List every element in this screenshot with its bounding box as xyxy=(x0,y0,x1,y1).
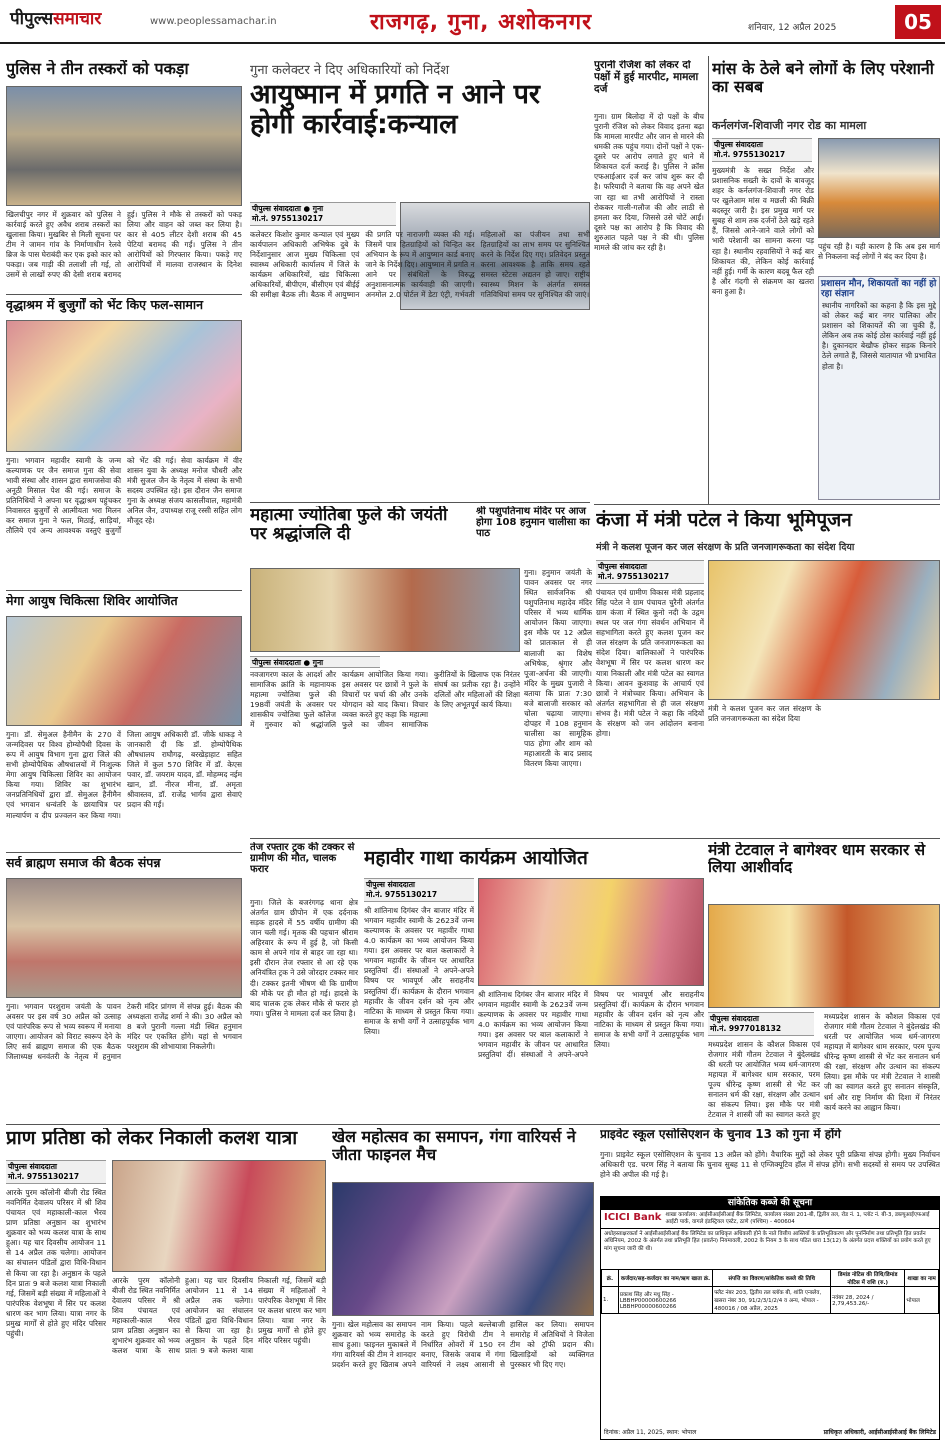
newspaper-logo: पीपुल्ससमाचार xyxy=(10,9,102,29)
notice-office: शाखा कार्यालय: आईसीआईसीआई बैंक लिमिटेड, कार्यालय संख्या 201-बी, द्वितीय तल, रोड नं. 1, प्लॉट नं. बी-3, डब्ल्यूआईएफआई आईटी पार्क, वागले इंडस्ट्रियल एस्टेट, ठाणे (पश्चिम) - 400604 xyxy=(665,1212,930,1226)
article-7-headline: मांस के ठेले बने लोगों के लिए परेशानी का सबब xyxy=(712,60,934,96)
article-8-byline: पीपुल्स संवाददाता ● गुना xyxy=(250,656,380,668)
article-7-sidebar-box xyxy=(818,276,940,500)
article-13-headline: मंत्री टेटवाल ने बागेश्वर धाम सरकार से लिया आशीर्वाद xyxy=(708,842,926,877)
article-12-photo xyxy=(478,878,704,986)
article-1-photo xyxy=(6,86,242,206)
article-2-headline: वृद्धाश्रम में बुजुर्गों को भेंट किए फल-सामान xyxy=(6,298,204,312)
article-6-headline: पुरानी रंजिश को लेकर दो पक्षों में हुई मारपीट, मामला दर्ज xyxy=(594,60,699,95)
article-14-body: आरके पुरम कॉलोनी बीजी रोड स्थित नवनिर्मित देवालय परिसर में श्री शिव पंचायत एवं महाकाली-काल भैरव प्राण प्रतिष्ठा अनुष्ठान का शुभारंभ शुक्रवार को भव्य कलश यात्रा के साथ हुआ। यह चार दिवसीय आयोजन 11 से 14 अप्रैल तक चलेगा। आयोजन का संचालन पंडितों द्वारा विधि-विधान से किया जा रहा है। अनुष्ठान के पहले दिन प्रातः 9 बजे कलश यात्रा निकाली गई, जिसमें बड़ी संख्या में महिलाओं ने पारंपरिक वेशभूषा में सिर पर कलश धारण कर भाग लिया। यात्रा नगर के प्रमुख मार्गों से होते हुए मंदिर परिसर पहुंची। xyxy=(6,1188,106,1338)
col-header: क्रं. xyxy=(602,1270,619,1287)
article-8-body: नवजागरण काल के आदर्श और सामाजिक क्रांति के महानायक महात्मा ज्योतिबा फुले की 198वीं जयंती के अवसर पर शासकीय ज्योतिबा फुले कॉलेज में गुरुवार को श्रद्धांजलि कार्यक्रम आयोजित किया गया। इस अवसर पर छात्रों ने फुले के विचारों पर चर्चा की और उनके योगदान को याद किया। विचार व्यक्त करते हुए कहा कि महात्मा फुले का जीवन सामाजिक कुरीतियों के खिलाफ एक निरंतर संघर्ष का प्रतीक रहा है। उन्होंने दलितों और महिलाओं की शिक्षा के लिए अभूतपूर्व कार्य किया। xyxy=(250,670,520,730)
article-3-body: गुना। डॉ. सेमुअल हैनीमैन के 270 वें जन्मदिवस पर विश्व होम्योपैथी दिवस के रूप में आयुष विभाग गुना द्वारा जिले की सभी होम्योपैथिक औषधालयों में निःशुल्क मेगा आयुष चिकित्सा शिविर का आयोजन किया गया। शिविर का शुभारंभ जनप्रतिनिधियों द्वारा डॉ. सेमुअल हैनीमैन एवं भगवान धन्वंतरि के छायाचित्र पर माल्यार्पण व दीप प्रज्वलन कर किया गया। जिला आयुष अधिकारी डॉ. जीके धाकड़ ने जानकारी दी कि डॉ. होम्योपैथिक औषधालय राघौगढ़, बरखेड़ाहाट सहित जिले में कुल 570 शिविर में डॉ. केएस पवार, डॉ. जयराम यादव, डॉ. मोहम्मद नईम खान, डॉ. नीरज मीना, डॉ. अमृता श्रीवास्तव, डॉ. राजेंद्र भार्गव द्वारा सेवाएं प्रदान की गईं। xyxy=(6,730,242,820)
article-2-body: गुना। भगवान महावीर स्वामी के जन्म कल्याणक पर जैन समाज गुना की सेवा भावी संस्था और शासन द्वारा समाजसेवा की अनूठी मिसाल पेश की गई। समाज के प्रतिनिधियों ने अपना घर वृद्धाश्रम पहुंचकर निवासरत बुजुर्गों से आत्मीयता भरा मिलन कर समाज गुना ने फल, मिठाई, साड़ियां, तौलिये एवं अन्य आवश्यक वस्तुएं बुजुर्गों को भेंट की गई। सेवा कार्यक्रम में वीर शासन युवा के अध्यक्ष मनोज चौधरी और मंत्री सुजल जैन के नेतृत्व में संस्था के सभी सदस्य उपस्थित रहे। इस दौरान जैन समाज गुना के अध्यक्ष संजय कासलीवाल, महामंत्री अनिल जैन, उपाध्यक्ष राजू रस्सी सहित लोग मौजूद रहे। xyxy=(6,456,242,536)
page-number: 05 xyxy=(895,5,941,39)
notice-body: अधोहस्ताक्षरकर्ता ने आईसीआईसीआई बैंक लिमिटेड का प्राधिकृत अधिकारी होने के नाते वित्तीय आस्तियों के प्रतिभूतिकरण और पुनर्निर्माण तथा प्रतिभूति हित प्रवर्तन अधिनियम, 2002 के अंतर्गत तथा प्रतिभूति हित (प्रवर्तन) नियमावली, 2002 के नियम 3 के साथ पठित धारा 13(12) के अंतर्गत प्रदत्त शक्तियों का प्रयोग करते हुए मांग सूचना जारी की थी। xyxy=(604,1231,931,1252)
article-1-headline: पुलिस ने तीन तस्करों को पकड़ा xyxy=(6,60,189,78)
table-cell: नवंबर 28, 2024 / 2,79,453.26/- xyxy=(831,1287,905,1314)
article-7-photo xyxy=(818,138,940,238)
article-5-headline: आयुष्मान में प्रगति न आने पर होगी कार्रवाई:कन्याल xyxy=(250,80,540,141)
article-10-subhead: मंत्री ने कलश पूजन कर जल संरक्षण के प्रति जनजागरूकता का संदेश दिया xyxy=(596,542,855,553)
notice-footer: दिनांक: अप्रैल 11, 2025, स्थान: भोपाल xyxy=(604,1429,697,1436)
article-7-subhead: कर्नलगंज-शिवाजी नगर रोड का मामला xyxy=(712,119,867,132)
legal-notice xyxy=(600,1196,940,1440)
article-16-body: गुना। प्राइवेट स्कूल एसोसिएशन के चुनाव 13 अप्रैल को होंगे। वैचारिक मुद्दों को लेकर पूरी प्रक्रिया संपन्न होगी। मुख्य निर्वाचन अधिकारी एड. चरण सिंह ने बताया कि चुनाव सुबह 11 से एग्जिक्यूटिव हॉल में संपन्न होंगे। सभी सदस्यों से समय पर उपस्थित होने की अपील की गई है। xyxy=(600,1150,940,1180)
article-11-headline: तेज रफ्तार ट्रक की टक्कर से ग्रामीण की मौत, चालक फरार xyxy=(250,842,355,876)
article-12-body-cont: श्री शांतिनाथ दिगंबर जैन बाजार मंदिर में भगवान महावीर स्वामी के 2623वें जन्म कल्याणक के अवसर पर महावीर गाथा 4.0 कार्यक्रम का भव्य आयोजन किया गया। इस अवसर पर बाल कलाकारों ने भगवान महावीर के जीवन पर आधारित प्रस्तुतियां दीं। संस्थाओं ने अपने-अपने विषय पर भावपूर्ण और सराहनीय प्रस्तुतियां दीं। कार्यक्रम के दौरान भगवान महावीर के जीवन दर्शन को नृत्य और नाटिका के माध्यम से प्रस्तुत किया गया। समाज के सभी वर्गों ने उत्साहपूर्वक भाग लिया। xyxy=(478,990,704,1060)
table-cell: प्रकाश सिंह और मधु सिंह - LBBHP00000600266 LBBHP00000600266 xyxy=(618,1287,712,1314)
col-header: शाखा का नाम xyxy=(905,1270,939,1287)
article-6-body: गुना। ग्राम बिलोदा में दो पक्षों के बीच पुरानी रंजिश को लेकर विवाद इतना बढ़ा कि मामला मारपीट और जान से मारने की धमकी तक पहुंच गया। दोनों पक्षों ने एक-दूसरे पर आरोप लगाते हुए थाने में शिकायत दर्ज कराई है। पुलिस ने क्रॉस एफआईआर दर्ज कर जांच शुरू कर दी है। फरियादी ने बताया कि वह अपने खेत जा रहा था तभी आरोपियों ने रास्ता रोककर गाली-गलौज की और लाठी से हमला कर दिया, जिससे उसे चोटें आईं। दूसरे पक्ष का आरोप है कि विवाद की शुरुआत पहले पक्ष ने की थी। पुलिस मामले की जांच कर रही है। xyxy=(594,112,704,252)
article-9-body: गुना। हनुमान जयंती के पावन अवसर पर नगर स्थित सार्वजनिक श्री पशुपतिनाथ महादेव मंदिर परिसर में भव्य धार्मिक आयोजन किया जाएगा। इस मौके पर 12 अप्रैल को प्रातःकाल से ही बालाजी का विशेष अभिषेक, श्रृंगार और पूजा-अर्चना की जाएगी। मंदिर के मुख्य पुजारी ने बताया कि प्रातः 7:30 बजे बालाजी सरकार को चोला चढ़ाया जाएगा। दोपहर में 108 हनुमान चालीसा का सामूहिक पाठ होगा और शाम को महाआरती के बाद प्रसाद वितरण किया जाएगा। xyxy=(524,568,592,769)
notice-signature: प्राधिकृत अधिकारी, आईसीआईसीआई बैंक लिमिटेड xyxy=(823,1429,936,1436)
notice-title: सांकेतिक कब्जे की सूचना xyxy=(601,1197,939,1210)
sidebar-box-heading: प्रशासन मौन, शिकायतों का नहीं हो रहा संज्ञान xyxy=(821,279,937,300)
article-5-byline: पीपुल्स संवाददाता ● गुना मो.नं. 9755130217 xyxy=(250,202,396,226)
article-11-body: गुना। जिले के बजरंगगढ़ थाना क्षेत्र अंतर्गत ग्राम छीपोन में एक दर्दनाक सड़क हादसे में 55 वर्षीय ग्रामीण की जान चली गई। मृतक की पहचान श्रीराम अहिरवार के रूप में हुई है, जो किसी काम से अपने गांव से बाहर जा रहा था। इसी दौरान तेज रफ्तार से आ रहे एक अनियंत्रित ट्रक ने उसे जोरदार टक्कर मार दी। टक्कर इतनी भीषण थी कि ग्रामीण की मौके पर ही मौत हो गई। हादसे के बाद चालक ट्रक लेकर मौके से फरार हो गया। पुलिस ने मामला दर्ज कर लिया है। xyxy=(250,898,358,1018)
col-header: डिमांड नोटिस की तिथि/डिमांड नोटिस में राशि (रु.) xyxy=(831,1270,905,1287)
col-header: कर्जदार/सह-कर्जदार का नाम/ऋण खाता क्रं. xyxy=(618,1270,712,1287)
article-7-photo-caption: पहुंच रही है। यही कारण है कि अब इस मार्ग से निकलना कई लोगों ने बंद कर दिया है। xyxy=(818,242,940,262)
article-13-body: मध्यप्रदेश शासन के कौशल विकास एवं रोजगार मंत्री गौतम टेटवाल ने बुंदेलखंड की धरती पर आयोजित भव्य धर्म-जागरण महायज्ञ में बागेश्वर धाम सरकार, परम पूज्य धीरेन्द्र कृष्ण शास्त्री से भेंट कर सनातन धर्म की रक्षा, संरक्षण और उत्थान का संकल्प लिया। इस मौके पर मंत्री टेटवाल ने शास्त्री जी का स्वागत करते हुए xyxy=(708,1040,820,1120)
website-url: www.peoplessamachar.in xyxy=(150,16,277,27)
article-13-photo xyxy=(708,904,940,1008)
article-16-headline: प्राइवेट स्कूल एसोसिएशन के चुनाव 13 को गुना में होंगे xyxy=(600,1128,841,1141)
article-10-photo xyxy=(708,560,940,700)
article-13-body-cont: मध्यप्रदेश शासन के कौशल विकास एवं रोजगार मंत्री गौतम टेटवाल ने बुंदेलखंड की धरती पर आयोजित भव्य धर्म-जागरण महायज्ञ में बागेश्वर धाम सरकार, परम पूज्य धीरेन्द्र कृष्ण शास्त्री से भेंट कर सनातन धर्म की रक्षा, संरक्षण और उत्थान का संकल्प लिया। इस मौके पर मंत्री टेटवाल ने शास्त्री जी का स्वागत करते हुए सनातन संस्कृति, धर्म और राष्ट्र निर्माण की दिशा में निरंतर कार्य करने का आह्वान किया। xyxy=(824,1012,940,1112)
article-9-headline: श्री पशुपतिनाथ मंदिर पर आज होगा 108 हनुमान चालीसा का पाठ xyxy=(476,506,590,540)
article-12-headline: महावीर गाथा कार्यक्रम आयोजित xyxy=(364,848,588,869)
article-12-body: श्री शांतिनाथ दिगंबर जैन बाजार मंदिर में भगवान महावीर स्वामी के 2623वें जन्म कल्याणक के अवसर पर महावीर गाथा 4.0 कार्यक्रम का भव्य आयोजन किया गया। इस अवसर पर बाल कलाकारों ने भगवान महावीर के जीवन पर आधारित प्रस्तुतियां दीं। संस्थाओं ने अपने-अपने विषय पर भावपूर्ण और सराहनीय प्रस्तुतियां दीं। कार्यक्रम के दौरान भगवान महावीर के जीवन दर्शन को नृत्य और नाटिका के माध्यम से प्रस्तुत किया गया। समाज के सभी वर्गों ने उत्साहपूर्वक भाग लिया। xyxy=(364,906,474,1036)
article-2-photo xyxy=(6,320,242,452)
table-cell: भोपाल xyxy=(905,1287,939,1314)
article-1-body: खिलचीपुर नगर में शुक्रवार को पुलिस ने कार्रवाई करते हुए अवैध शराब तस्करों का खुलासा किया। मुखबिर से मिली सूचना पर टीम ने जामन गांव के निर्माणाधीन रेलवे ब्रिज के पास घेराबंदी कर एक इको कार को पकड़ा। जब गाड़ी की तलाशी ली गई, तो उसमें से लाखों रुपए की देसी शराब बरामद हुई। पुलिस ने मौके से तस्करों को पकड़ लिया और वाहन को जब्त कर लिया है। कार से 405 लीटर देशी शराब की 45 पेटियां बरामद की गईं। पुलिस ने तीन आरोपियों को गिरफ्तार किया। पकड़े गए आरोपियों में मालवा राजस्थान के दिनेश xyxy=(6,210,242,280)
issue-date: शनिवार, 12 अप्रैल 2025 xyxy=(748,23,837,33)
notice-table xyxy=(601,1269,939,1314)
table-cell: 1. xyxy=(602,1287,619,1314)
article-7-body: मुख्यमंत्री के सख्त निर्देश और प्रशासनिक सख्ती के दावों के बावजूद शहर के कर्नलगंज-शिवाजी नगर रोड पर खुलेआम मांस व मछली की बिक्री बदस्तूर जारी है। इस प्रमुख मार्ग पर सुबह से शाम तक दर्जनों ठेले खड़े रहते हैं, जिससे आने-जाने वाले लोगों को भारी परेशानी का सामना करना पड़ रहा है। स्थानीय रहवासियों ने कई बार शिकायत की, लेकिन कोई कार्रवाई नहीं हुई। गर्मी के कारण बदबू फैल रही है और गंदगी से संक्रमण का खतरा बना हुआ है। xyxy=(712,166,814,296)
article-8-headline: महात्मा ज्योतिबा फुले की जयंती पर श्रद्धांजलि दी xyxy=(250,506,448,545)
article-10-body: पंचायत एवं ग्रामीण विकास मंत्री प्रहलाद सिंह पटेल ने ग्राम पंचायत चुरैनी अंतर्गत ग्राम कंजा में स्थित कूनो नदी के उद्गम स्थल पर जल गंगा संवर्धन अभियान में सहभागिता करते हुए कलश पूजन कर जल संरक्षण के प्रति जनजागरूकता का संदेश दिया। बालिकाओं ने पारंपरिक वेशभूषा में सिर पर कलश धारण कर यात्रा निकाली और मंत्री पटेल का स्वागत किया। आवन कुशवाह के आचार्य एवं छात्रों ने मंत्रोच्चार किया। अभियान के अंतर्गत सहभागिता से ही जल संरक्षण संभव है। मंत्री पटेल ने कहा कि नदियों के संरक्षण को जन आंदोलन बनाना होगा। xyxy=(596,588,704,738)
article-15-photo xyxy=(332,1182,594,1316)
article-15-headline: खेल महोत्सव का समापन, गंगा वारियर्स ने जीता फाइनल मैच xyxy=(332,1128,576,1164)
article-7-byline: पीपुल्स संवाददाता मो.नं. 9755130217 xyxy=(712,138,812,162)
article-4-photo xyxy=(6,878,242,998)
table-row xyxy=(602,1287,939,1314)
article-10-body-cont: मंत्री ने कलश पूजन कर जल संरक्षण के प्रति जनजागरूकता का संदेश दिया xyxy=(708,704,821,724)
article-5-body: कलेक्टर किशोर कुमार कन्याल एवं मुख्य कार्यपालन अधिकारी अभिषेक दुबे के निर्देशानुसार आज मुख्य चिकित्सा एवं स्वास्थ्य अधिकारी कार्यालय में जिले के कार्यक्रम अधिकारियों, खंड चिकित्सा अधिकारियों, बीपीएम, बीसीएम एवं बीईई की समीक्षा बैठक ली। बैठक में आयुष्मान की प्रगति पर नाराजगी व्यक्त की गई। जिसमें पात्र हितग्राहियों को चिन्हित कर अभियान के रूप में आयुष्मान कार्ड बनाए जाने के निर्देश दिए। आयुष्मान में प्रगति न आने पर संबंधितों के विरुद्ध अनुशासनात्मक कार्यवाही की जाएगी। अनमोल 2.0 पोर्टल में डेटा एंट्री, गर्भवती महिलाओं का पंजीयन तथा सभी हितग्राहियों का लाभ समय पर सुनिश्चित करने के निर्देश दिए गए। प्रतिवेदन प्रस्तुत करना आवश्यक है ताकि समय रहते समस्त स्टेटस अद्यतन हो जाए। राष्ट्रीय स्वास्थ्य मिशन के अंतर्गत समस्त गतिविधियां समय पर सुनिश्चित की जाएं। xyxy=(250,230,590,300)
article-13-byline: पीपुल्स संवाददाता मो.नं. 9977018132 xyxy=(708,1012,814,1036)
article-4-body: गुना। भगवान परशुराम जयंती के पावन अवसर पर इस वर्ष 30 अप्रैल को उत्साह एवं पारंपरिक रूप से भव्य स्वरूप में मनाया जाएगा। आयोजन को विराट स्वरूप देने के लिए सर्व ब्राह्मण समाज की एक बैठक जिलाध्यक्ष धनवंतरी के नेतृत्व में हनुमान टेकरी मंदिर प्रांगण में संपन्न हुई। बैठक की अध्यक्षता राजेंद्र शर्मा ने की। 30 अप्रैल को 8 बजे पुरानी गल्ला मंडी स्थित हनुमान मंदिर पर एकत्रित होंगे। यहां से भगवान परशुराम की शोभायात्रा निकलेगी। xyxy=(6,1002,242,1062)
table-cell: फ्लैट नंबर 203, द्वितीय तल ब्लॉक बी, शांति एन्क्लेव, खसरा नंबर 30, 91/2/3/1/2/4 व अन्य, भोपाल - 480016 / 08 अप्रैल, 2025 xyxy=(713,1287,831,1314)
sidebar-box-body: स्थानीय नागरिकों का कहना है कि इस मुद्दे को लेकर कई बार नगर पालिका और प्रशासन को शिकायतें की जा चुकी हैं, लेकिन अब तक कोई ठोस कार्रवाई नहीं हुई है। दुकानदार बेखौफ होकर सड़क किनारे ठेले लगाते हैं, जिससे यातायात भी प्रभावित होता है। xyxy=(822,301,936,371)
notice-table-header xyxy=(602,1270,939,1287)
article-4-headline: सर्व ब्राह्मण समाज की बैठक संपन्न xyxy=(6,856,161,870)
article-14-body-cont: आरके पुरम कॉलोनी बीजी रोड स्थित नवनिर्मित देवालय परिसर में श्री शिव पंचायत एवं महाकाली-काल भैरव प्राण प्रतिष्ठा अनुष्ठान का शुभारंभ शुक्रवार को भव्य कलश यात्रा के साथ हुआ। यह चार दिवसीय आयोजन 11 से 14 अप्रैल तक चलेगा। आयोजन का संचालन पंडितों द्वारा विधि-विधान से किया जा रहा है। अनुष्ठान के पहले दिन प्रातः 9 बजे कलश यात्रा निकाली गई, जिसमें बड़ी संख्या में महिलाओं ने पारंपरिक वेशभूषा में सिर पर कलश धारण कर भाग लिया। यात्रा नगर के प्रमुख मार्गों से होते हुए मंदिर परिसर पहुंची। xyxy=(112,1276,326,1356)
article-10-byline: पीपुल्स संवाददाता मो.नं. 9755130217 xyxy=(596,560,704,584)
article-10-headline: कंजा में मंत्री पटेल ने किया भूमिपूजन xyxy=(596,510,852,531)
article-14-byline: पीपुल्स संवाददाता मो.नं. 9755130217 xyxy=(6,1160,106,1184)
region-title: राजगढ़, गुना, अशोकनगर xyxy=(370,10,593,35)
article-8-photo xyxy=(250,568,520,652)
bank-logo: ICICI Bank xyxy=(604,1212,662,1223)
col-header: संपत्ति का विवरण/सांकेतिक कब्जे की तिथि xyxy=(713,1270,831,1287)
article-15-body: गुना। खेल महोत्सव का समापन शुक्रवार को भव्य समारोह के साथ हुआ। फाइनल मुकाबले में गंगा वारियर्स की टीम ने शानदार प्रदर्शन करते हुए खिताब अपने नाम किया। पहले बल्लेबाजी करते हुए विरोधी टीम ने निर्धारित ओवरों में 150 रन बनाए, जिसके जवाब में गंगा वारियर्स ने लक्ष्य आसानी से हासिल कर लिया। समापन समारोह में अतिथियों ने विजेता टीम को ट्रॉफी प्रदान की। खिलाड़ियों को व्यक्तिगत पुरस्कार भी दिए गए। xyxy=(332,1320,594,1370)
article-5-kicker: गुना कलेक्टर ने दिए अधिकारियों को निर्देश xyxy=(250,63,450,78)
article-14-headline: प्राण प्रतिष्ठा को लेकर निकाली कलश यात्रा xyxy=(6,1128,298,1149)
article-3-headline: मेगा आयुष चिकित्सा शिविर आयोजित xyxy=(6,594,178,608)
article-12-byline: पीपुल्स संवाददाता मो.नं. 9755130217 xyxy=(364,878,474,902)
masthead xyxy=(0,0,945,44)
article-14-photo xyxy=(112,1160,326,1272)
article-3-photo xyxy=(6,616,242,726)
